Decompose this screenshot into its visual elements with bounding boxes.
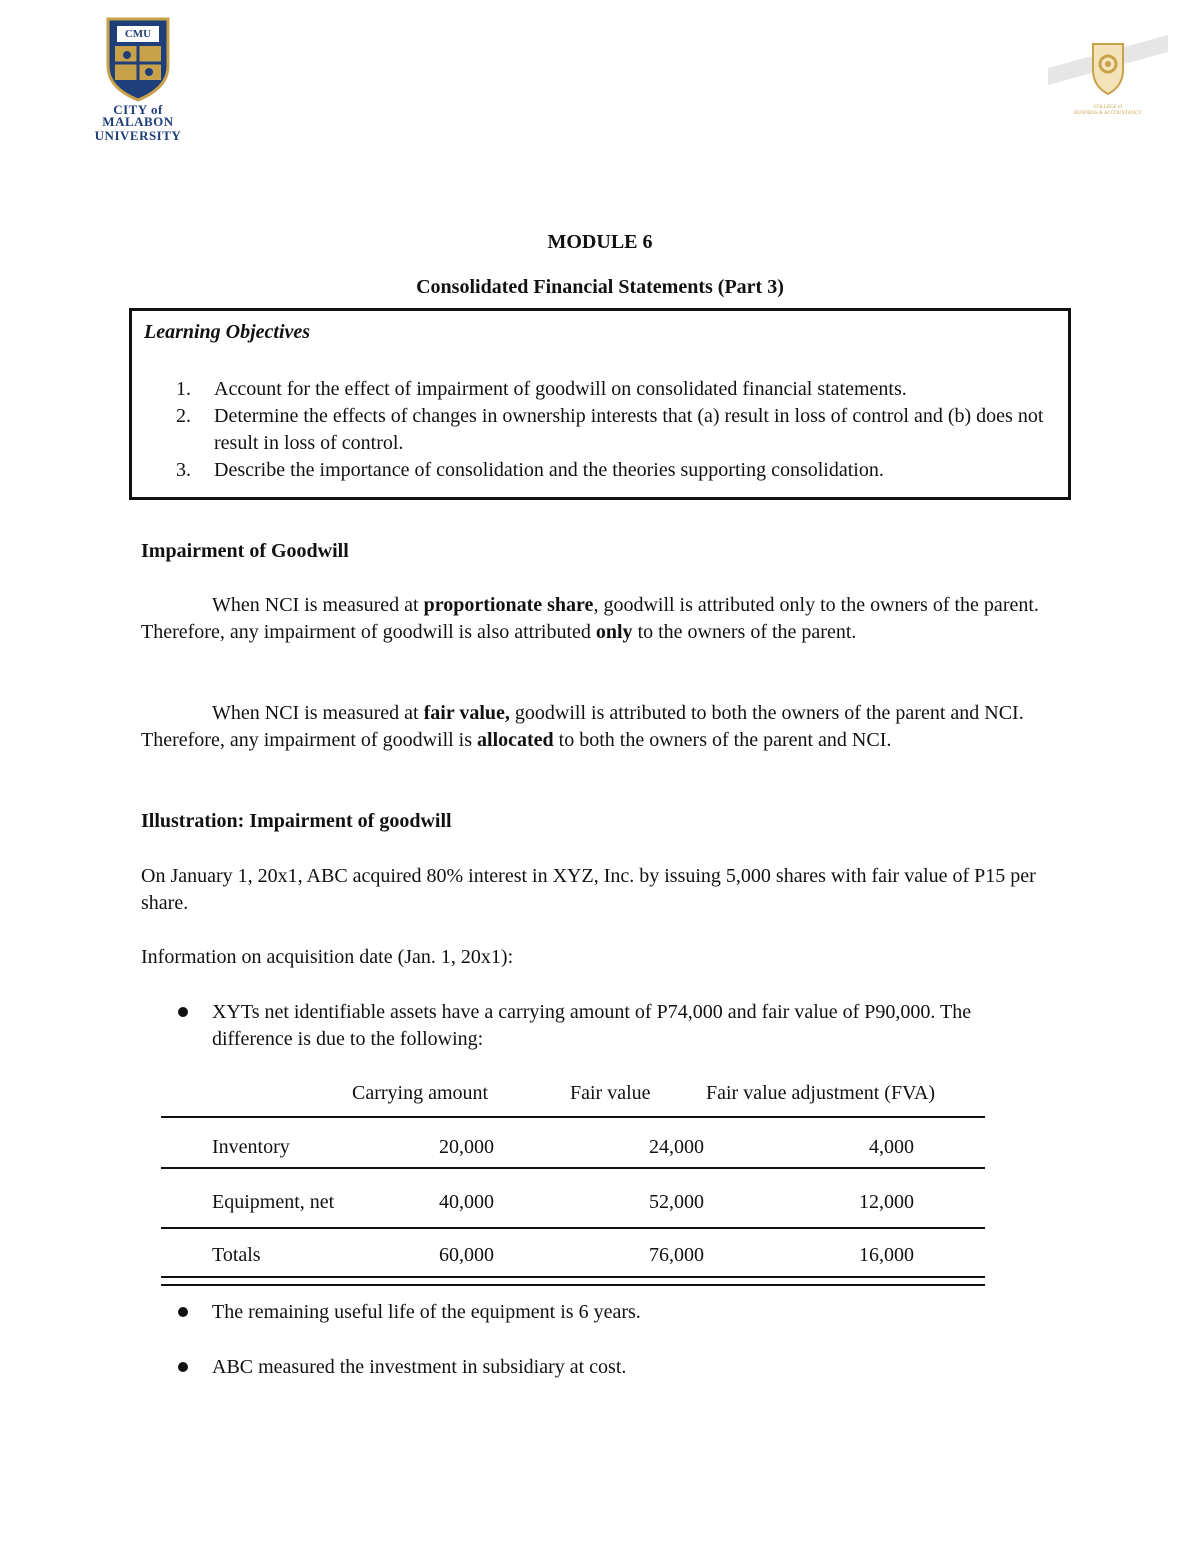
bullet-text-cost: ABC measured the investment in subsidiary at cost. [212,1356,627,1378]
table-double-rule-bottom [161,1284,985,1286]
bullet-text-net-assets: XYTs net identifiable assets have a carrying amount of P74,000 and fair value of P90,000. The difference is due to the following: [212,1001,972,1050]
section-heading-illustration: Illustration: Impairment of goodwill [141,810,452,832]
table-cell: 60,000 [439,1244,494,1266]
module-title: MODULE 6 [547,231,653,253]
shield-text: CMU [124,28,152,40]
table-header-fair-value: Fair value [570,1082,651,1104]
acquisition-info: Information on acquisition date (Jan. 1, 20x1): [141,946,514,968]
learning-objectives-box [129,308,1071,500]
table-cell: Inventory [212,1136,290,1158]
bullet-text-useful-life: The remaining useful life of the equipment is 6 years. [212,1301,641,1323]
cmu-logo [76,16,200,148]
university-name-line2: UNIVERSITY [94,128,182,143]
table-cell: Totals [212,1244,261,1266]
objective-text: Account for the effect of impairment of goodwill on consolidated financial statements. [214,378,907,400]
bullet-icon [178,1307,188,1317]
table-cell: 40,000 [439,1191,494,1213]
table-header-carrying: Carrying amount [352,1082,489,1104]
objective-number: 1. [176,378,191,400]
objective-number: 2. [176,405,191,427]
cba-text-line1: COLLEGE of [1093,105,1123,110]
paragraph-proportionate: When NCI is measured at proportionate share, goodwill is attributed only to the owners of the parent. Therefore, any impairment of goodwill is also attributed only to the owners of the parent. [141,594,1039,643]
bullet-icon [178,1362,188,1372]
objective-number: 3. [176,459,191,481]
table-cell: 76,000 [649,1244,704,1266]
page-subtitle: Consolidated Financial Statements (Part 3) [416,276,784,298]
table-cell: 16,000 [859,1244,914,1266]
objective-text: Determine the effects of changes in ownership interests that (a) result in loss of control and (b) does not result in loss of control. [214,405,1044,454]
illustration-intro: On January 1, 20x1, ABC acquired 80% interest in XYZ, Inc. by issuing 5,000 shares with fair value of P15 per share. [141,865,1036,914]
cba-emblem-icon [1048,30,1168,100]
table-cell: 12,000 [859,1191,914,1213]
table-rule [161,1227,985,1229]
table-rule [161,1167,985,1169]
table-double-rule-top [161,1276,985,1278]
table-cell: 24,000 [649,1136,704,1158]
section-heading-impairment: Impairment of Goodwill [141,540,349,562]
objectives-heading: Learning Objectives [144,321,311,343]
table-cell: Equipment, net [212,1191,335,1213]
cba-text-line2: BUSINESS & ACCOUNTANCY [1074,111,1142,116]
table-cell: 52,000 [649,1191,704,1213]
paragraph-fair-value: When NCI is measured at fair value, goodwill is attributed to both the owners of the parent and NCI. Therefore, any impairment of goodwill is allocated to both the owners of the parent and NCI. [141,702,1024,751]
objective-text: Describe the importance of consolidation and the theories supporting consolidation. [214,459,884,481]
cba-logo [1048,30,1168,125]
university-name-line1: CITY of MALABON [102,102,174,129]
table-rule [161,1116,985,1118]
bullet-icon [178,1007,188,1017]
table-cell: 4,000 [869,1136,914,1158]
table-header-fva: Fair value adjustment (FVA) [706,1082,936,1104]
table-cell: 20,000 [439,1136,494,1158]
